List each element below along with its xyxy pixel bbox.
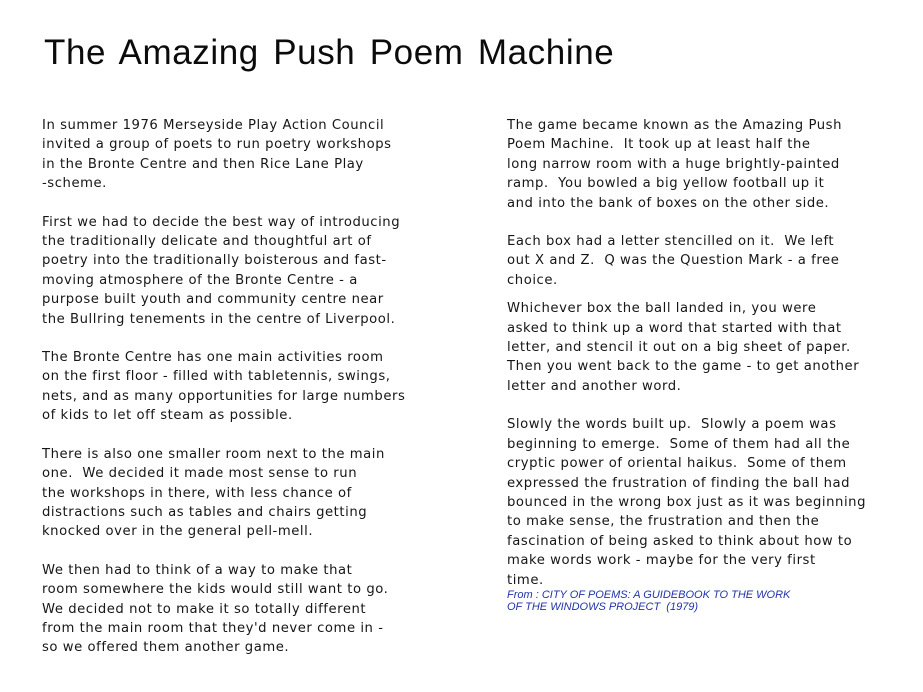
text-line: asked to think up a word that started with that <box>507 320 842 336</box>
text-line: purpose built youth and community centre near <box>42 292 384 308</box>
text-line: invited a group of poets to run poetry workshops <box>42 137 392 153</box>
right-column <box>507 116 907 590</box>
text-line: fascination of being asked to think about how to <box>507 533 853 549</box>
text-line: bounced in the wrong box just as it was beginning <box>507 494 866 510</box>
text-line: First we had to decide the best way of introducing <box>42 214 401 230</box>
paragraph-game-name <box>507 116 907 213</box>
text-line: from the main room that they'd never come in - <box>42 620 384 636</box>
text-line: in the Bronte Centre and then Rice Lane Play <box>42 156 364 172</box>
text-line: long narrow room with a huge brightly-painted <box>507 156 840 172</box>
paragraph-another-game <box>42 561 462 658</box>
text-line: letter, and stencil it out on a big sheet of paper. <box>507 340 851 356</box>
text-line: the workshops in there, with less chance of <box>42 485 352 501</box>
text-line: The Bronte Centre has one main activities room <box>42 350 384 366</box>
text-line: In summer 1976 Merseyside Play Action Council <box>42 118 385 133</box>
source-citation <box>507 590 790 613</box>
text-line: We decided not to make it so totally different <box>42 601 367 617</box>
text-line: expressed the frustration of finding the ball had <box>507 475 851 491</box>
citation-line: From : CITY OF POEMS: A GUIDEBOOK TO THE WORK <box>507 589 791 601</box>
text-line: nets, and as many opportunities for large numbers <box>42 388 406 404</box>
text-line: on the first floor - filled with tabletennis, swings, <box>42 369 391 385</box>
paragraph-main-room <box>42 348 462 426</box>
text-line: the traditionally delicate and thoughtful art of <box>42 234 372 250</box>
text-line: Then you went back to the game - to get another <box>507 359 860 375</box>
document-title: The Amazing Push Poem Machine <box>44 33 615 72</box>
text-line: time. <box>507 572 544 588</box>
text-line: out X and Z. Q was the Question Mark - a free <box>507 253 840 269</box>
text-line: room somewhere the kids would still want to go. <box>42 582 389 598</box>
text-line: moving atmosphere of the Bronte Centre - a <box>42 272 358 288</box>
text-line: We then had to think of a way to make that <box>42 562 353 578</box>
paragraph-smaller-room <box>42 445 462 542</box>
text-line: one. We decided it made most sense to run <box>42 466 358 482</box>
paragraph-intro <box>42 116 462 194</box>
text-line: poetry into the traditionally boisterous and fast- <box>42 253 387 269</box>
text-line: There is also one smaller room next to the main <box>42 446 385 462</box>
text-line: the Bullring tenements in the centre of Liverpool. <box>42 311 396 327</box>
text-line: choice. <box>507 272 558 288</box>
text-line: beginning to emerge. Some of them had all the <box>507 436 851 452</box>
paragraph-letter-boxes <box>507 232 907 290</box>
text-line: Poem Machine. It took up at least half the <box>507 137 811 153</box>
text-line: of kids to let off steam as possible. <box>42 408 293 424</box>
paragraph-poem-emerges <box>507 415 907 590</box>
text-line: and into the bank of boxes on the other side. <box>507 195 830 211</box>
citation-line: OF THE WINDOWS PROJECT (1979) <box>507 600 699 613</box>
text-line: knocked over in the general pell-mell. <box>42 524 314 540</box>
text-line: to make sense, the frustration and then the <box>507 514 820 530</box>
text-line: make words work - maybe for the very first <box>507 553 816 569</box>
paragraph-word-stencil <box>507 299 907 396</box>
text-line: letter and another word. <box>507 378 682 394</box>
text-line: Whichever box the ball landed in, you were <box>507 301 817 317</box>
text-line: cryptic power of oriental haikus. Some of them <box>507 456 847 472</box>
left-column <box>42 116 462 658</box>
text-line: Slowly the words built up. Slowly a poem was <box>507 417 837 433</box>
text-line: -scheme. <box>42 176 107 192</box>
text-line: Each box had a letter stencilled on it. We left <box>507 234 835 250</box>
text-line: distractions such as tables and chairs getting <box>42 504 368 520</box>
text-line: The game became known as the Amazing Push <box>507 118 842 133</box>
text-line: so we offered them another game. <box>42 640 290 656</box>
paragraph-first-decision <box>42 213 462 329</box>
text-line: ramp. You bowled a big yellow football up it <box>507 176 825 192</box>
